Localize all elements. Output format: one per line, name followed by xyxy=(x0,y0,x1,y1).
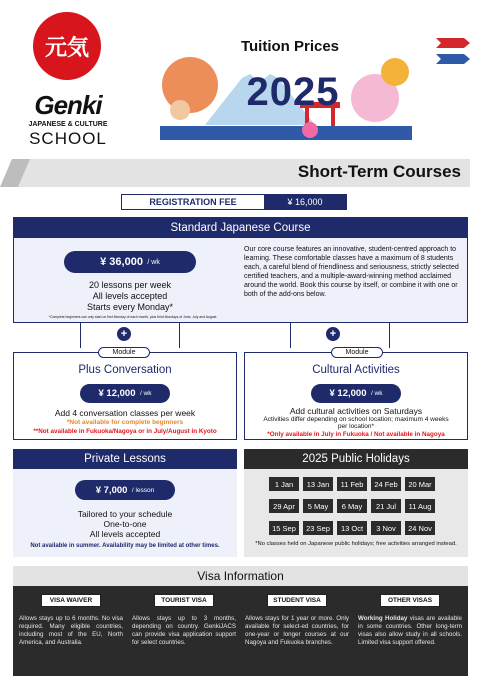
conversation-note2: **Not available in Fukuoka/Nagoya or in July/August in Kyoto xyxy=(33,428,217,435)
private-lessons-panel xyxy=(13,449,237,557)
visa-item xyxy=(245,594,349,674)
conversation-title: Plus Conversation xyxy=(78,364,172,376)
visa-text-body: Allows stays up to 3 months, depending on country. GenkiJACS can provide visa application support for select countries. xyxy=(132,615,236,647)
logo-sub: JAPANESE & CULTURE xyxy=(28,121,108,128)
standard-course-panel xyxy=(13,217,468,323)
koinobori xyxy=(434,34,470,68)
holiday-date: 11 Aug xyxy=(405,499,435,513)
cultural-price: ¥ 12,000 xyxy=(329,388,367,399)
conversation-module-tag: Module xyxy=(98,347,150,358)
holiday-date: 5 May xyxy=(303,499,333,513)
visa-text-body: Allows stays for 1 year or more. Only available for select-ed countries, for one-year or longer courses at our Nagoya and Fukuoka branches. xyxy=(245,615,349,647)
holidays-title: 2025 Public Holidays xyxy=(244,449,468,469)
standard-unit: / wk xyxy=(147,258,160,266)
visa-text-body: Allows stays up to 6 months. No visa required. Many eligible countries, including most of the EU, North America, and Australia. xyxy=(19,615,123,647)
visa-text xyxy=(132,615,236,647)
standard-start: Starts every Monday* xyxy=(86,302,174,312)
holiday-date: 1 Jan xyxy=(269,477,299,491)
visa-item xyxy=(358,594,462,674)
conversation-price: ¥ 12,000 xyxy=(98,388,136,399)
header-year: 2025 xyxy=(246,70,340,114)
private-price: ¥ 7,000 xyxy=(95,484,128,496)
holiday-date: 24 Nov xyxy=(405,521,435,535)
visa-label: VISA WAIVER xyxy=(41,594,101,607)
conversation-note1: *Not available for complete beginners xyxy=(66,419,184,426)
standard-price-pill xyxy=(64,251,196,273)
holiday-date: 20 Mar xyxy=(405,477,435,491)
visa-panel xyxy=(13,566,468,676)
visa-label: STUDENT VISA xyxy=(267,594,327,607)
cultural-module-tag: Module xyxy=(331,347,383,358)
connector-right xyxy=(290,323,390,348)
holiday-date: 23 Sep xyxy=(303,521,333,535)
visa-text-body: visas are available in some countries. Other long-term visas also allow study in all schools. Limited visa support offered. xyxy=(358,615,462,647)
conversation-price-pill xyxy=(80,384,170,403)
cultural-desc: Add cultural activities on Saturdays xyxy=(289,406,423,416)
visa-label: OTHER VISAS xyxy=(380,594,440,607)
cultural-detail: Activities differ depending on school location; maximum 4 weeks per location* xyxy=(263,416,449,431)
holiday-date: 3 Nov xyxy=(371,521,401,535)
standard-description: Our core course features an innovative, student-centred approach to learning. These comfortable classes have a maximum of 8 students each, a careful blend of friendliness and seriousness, strictly selected certified teachers, and a multiple-award-winning method acclaimed around the world. Book this course by itself, or combine it with one or both of the add-ons below. xyxy=(244,246,459,299)
holiday-date: 21 Jul xyxy=(371,499,401,513)
standard-course-title: Standard Japanese Course xyxy=(14,218,467,238)
visa-title: Visa Information xyxy=(13,566,468,586)
section-banner xyxy=(0,159,481,187)
standard-lessons: 20 lessons per week xyxy=(88,280,172,290)
private-unit: / lesson xyxy=(131,486,155,494)
standard-footnote: *Complete beginners can only start on first Monday of each month, plus third Mondays of June, July and August. xyxy=(48,315,218,319)
visa-columns xyxy=(19,594,462,674)
cultural-price-pill xyxy=(311,384,401,403)
visa-text xyxy=(245,615,349,647)
logo-brand: Genki xyxy=(34,90,102,120)
holiday-date: 13 Jan xyxy=(303,477,333,491)
header-title: Tuition Prices xyxy=(240,38,340,55)
private-note: Not available in summer. Availability may be limited at other times. xyxy=(30,543,220,549)
visa-text xyxy=(19,615,123,647)
standard-price: ¥ 36,000 xyxy=(100,256,143,268)
section-title: Short-Term Courses xyxy=(297,162,461,181)
registration-price: ¥ 16,000 xyxy=(264,195,346,209)
private-title: Private Lessons xyxy=(13,449,237,469)
plus-icon-right: + xyxy=(326,327,340,341)
visa-item xyxy=(132,594,236,674)
holiday-date: 6 May xyxy=(337,499,367,513)
cultural-title: Cultural Activities xyxy=(312,364,400,376)
standard-levels: All levels accepted xyxy=(92,291,168,301)
visa-text-bold: Working Holiday xyxy=(358,615,408,622)
registration-fee xyxy=(121,194,347,210)
holiday-date: 13 Oct xyxy=(337,521,367,535)
carp-streamer-icon xyxy=(434,34,470,68)
private-line1: Tailored to your schedule xyxy=(77,509,173,519)
holiday-date: 29 Apr xyxy=(269,499,299,513)
cultural-unit: / wk xyxy=(370,390,383,397)
holiday-date: 24 Feb xyxy=(371,477,401,491)
header xyxy=(0,0,481,150)
registration-label: REGISTRATION FEE xyxy=(149,197,237,207)
private-price-pill xyxy=(75,480,175,500)
logo-school: SCHOOL xyxy=(29,129,107,148)
plus-icon-left: + xyxy=(117,327,131,341)
visa-item xyxy=(19,594,123,674)
conversation-desc: Add 4 conversation classes per week xyxy=(54,408,196,418)
logo-kanji: 元気 xyxy=(44,34,89,61)
holiday-date: 11 Feb xyxy=(337,477,367,491)
holidays-note: *No classes held on Japanese public holidays; free activities arranged instead. xyxy=(255,541,457,547)
private-line2: One-to-one xyxy=(103,519,147,529)
visa-label: TOURIST VISA xyxy=(154,594,214,607)
cultural-note: *Only available in July in Fukuoka / Not available in Nagoya xyxy=(267,431,445,438)
visa-text xyxy=(358,615,462,647)
holidays-panel xyxy=(244,449,468,557)
conversation-unit: / wk xyxy=(139,390,152,397)
holiday-date: 15 Sep xyxy=(269,521,299,535)
private-line3: All levels accepted xyxy=(89,529,161,539)
logo-circle xyxy=(33,12,101,80)
